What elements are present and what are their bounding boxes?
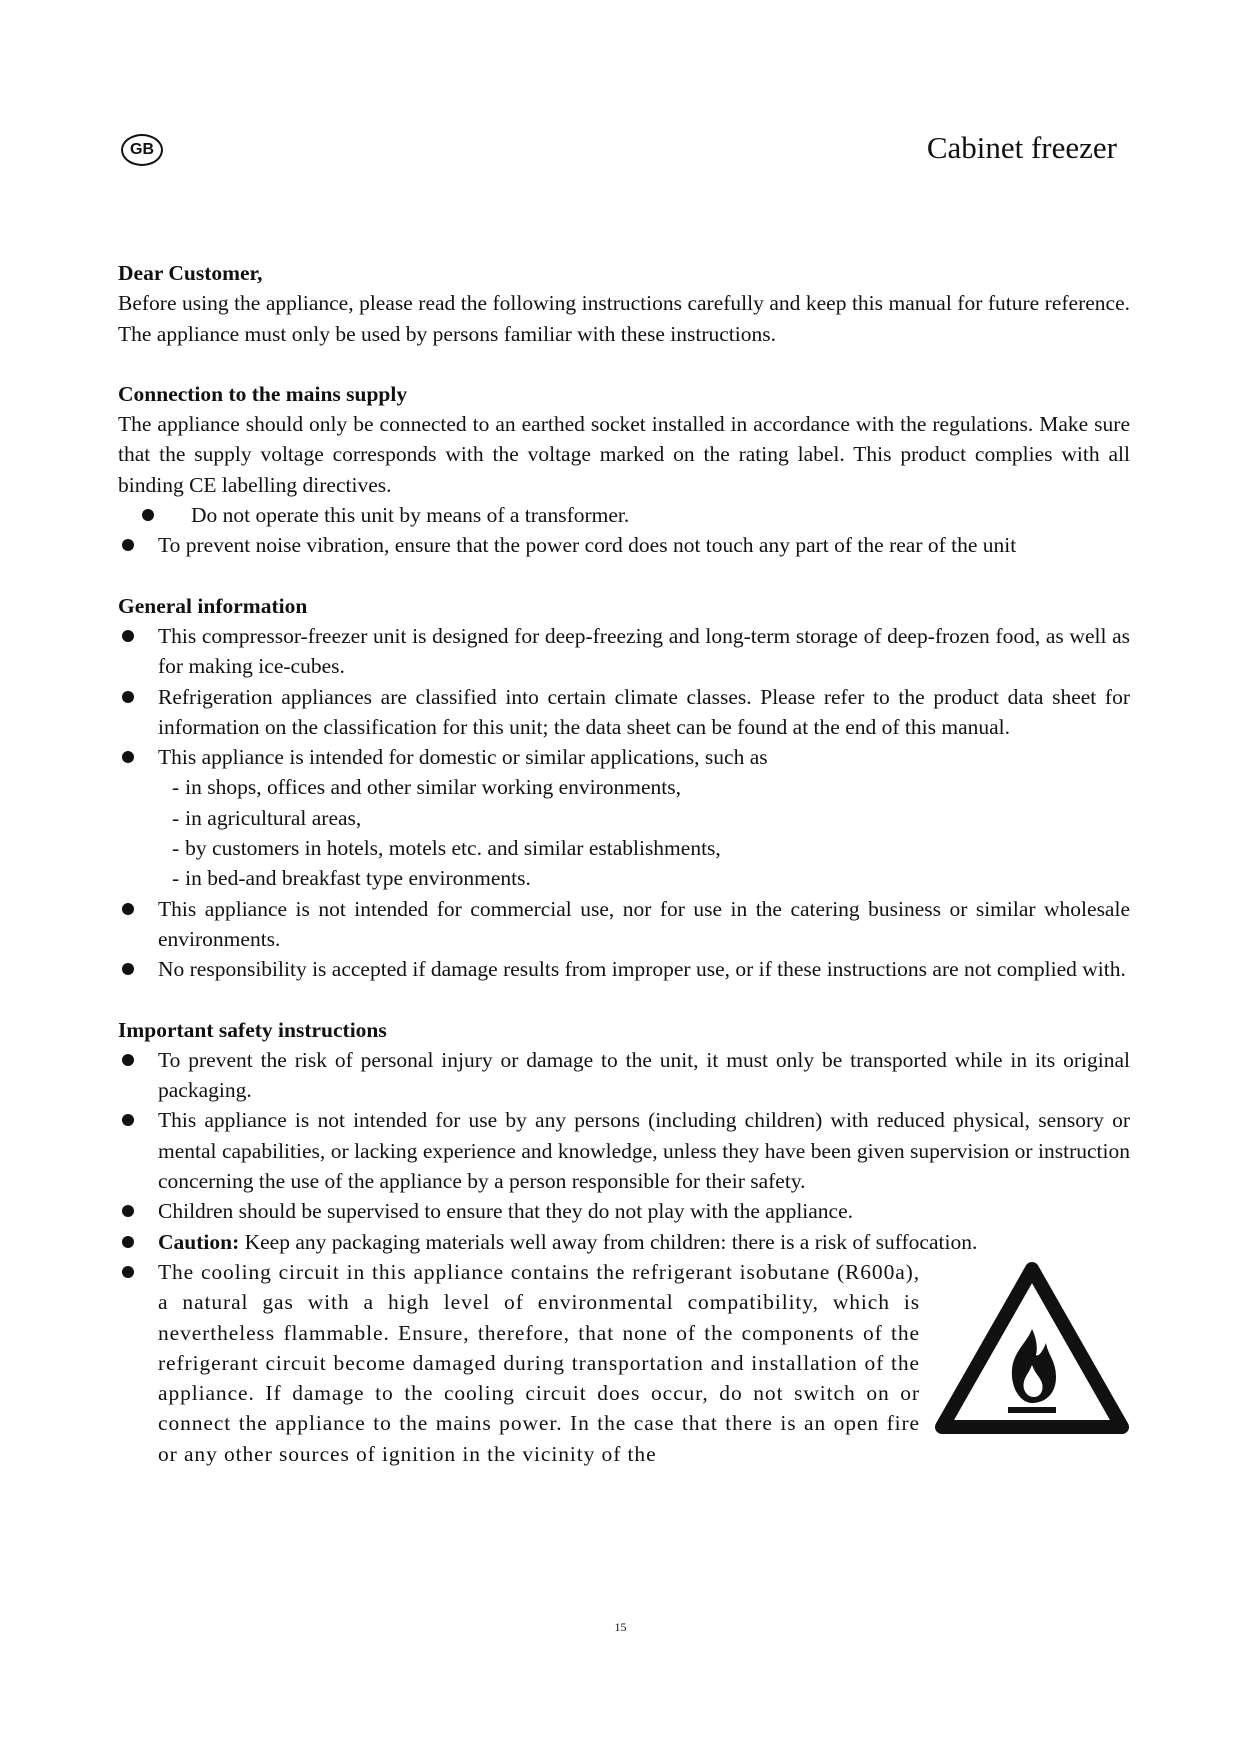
- bullet-text: To prevent the risk of personal injury or damage to the unit, it must only be transported while in its original packaging.: [158, 1047, 1130, 1103]
- connection-bullets: [118, 500, 1130, 561]
- bullet-dot-icon: [122, 751, 134, 763]
- bullet-text: Children should be supervised to ensure that they do not play with the appliance.: [158, 1199, 854, 1224]
- list-item: [118, 1257, 1130, 1469]
- list-item: [118, 1227, 1130, 1257]
- sub-list-item: - in bed-and breakfast type environments.: [172, 866, 531, 891]
- list-item: [118, 954, 1130, 984]
- bullet-text: Refrigeration appliances are classified into certain climate classes. Please refer to the product data sheet for information on the classification for this unit; the data sheet can be found at the end of this manual.: [158, 684, 1130, 739]
- bullet-text: To prevent noise vibration, ensure that the power cord does not touch any part of the rear of the unit: [158, 533, 1017, 558]
- bullet-text: This compressor-freezer unit is designed for deep-freezing and long-term storage of deep-frozen food, as well as for making ice-cubes.: [158, 623, 1130, 679]
- list-item: [118, 1045, 1130, 1106]
- bullet-dot-icon: [122, 1054, 134, 1066]
- bullet-dot-icon: [142, 509, 154, 521]
- bullet-text: The cooling circuit in this appliance contains the refrigerant isobutane (R600a), a natural gas with a high level of environmental compatibility, which is nevertheless flammable. Ensure, therefore, that none of the components of the refrigerant circuit become damaged during transportation and installation of the appliance. If damage to the cooling circuit does occur, do not switch on or connect the appliance to the mains power. In the case that there is an open fire or any other sources of ignition in the vicinity of the: [158, 1259, 920, 1466]
- bullet-dot-icon: [122, 1114, 134, 1126]
- general-heading: General information: [118, 593, 308, 618]
- bullet-text: Do not operate this unit by means of a transformer.: [191, 503, 630, 528]
- sub-list-item: - in shops, offices and other similar working environments,: [172, 775, 681, 800]
- bullet-dot-icon: [122, 539, 134, 551]
- list-item: [118, 894, 1130, 955]
- list-item: [118, 1105, 1130, 1196]
- connection-heading: Connection to the mains supply: [118, 381, 408, 406]
- intro-heading: Dear Customer,: [118, 261, 263, 285]
- sub-list-item: - by customers in hotels, motels etc. and similar establishments,: [172, 836, 721, 861]
- bullet-dot-icon: [122, 691, 134, 703]
- sub-list-item: - in agricultural areas,: [172, 805, 362, 830]
- bullet-dot-icon: [122, 1236, 134, 1248]
- bullet-text: This appliance is intended for domestic or similar applications, such as: [158, 745, 768, 770]
- sub-item-text: in bed-and breakfast type environments.: [185, 866, 531, 891]
- application-sublist: [158, 772, 1130, 893]
- connection-text: The appliance should only be connected to an earthed socket installed in accordance with the regulations. Make sure that the supply voltage corresponds with the voltage marked on the rating label. This product complies with all binding CE labelling directives.: [118, 412, 1130, 497]
- sub-item-text: in shops, offices and other similar working environments,: [185, 775, 681, 800]
- list-item: [118, 500, 1130, 530]
- list-item: [118, 742, 1130, 893]
- general-bullets: [118, 621, 1130, 985]
- list-item: [118, 621, 1130, 682]
- list-item: [118, 682, 1130, 743]
- bullet-text: This appliance is not intended for use by any persons (including children) with reduced physical, sensory or mental capabilities, or lacking experience and knowledge, unless they have been given supervision or instruction concerning the use of the appliance by a person responsible for their safety.: [158, 1108, 1130, 1194]
- caution-text: Keep any packaging materials well away from children: there is a risk of suffocation.: [244, 1229, 978, 1254]
- list-item: [118, 1196, 1130, 1226]
- country-badge: GB: [121, 134, 163, 166]
- bullet-text: No responsibility is accepted if damage results from improper use, or if these instructions are not complied with.: [158, 957, 1126, 982]
- flammable-warning-icon: [934, 1261, 1130, 1437]
- sub-item-text: by customers in hotels, motels etc. and similar establishments,: [185, 836, 721, 861]
- bullet-dot-icon: [122, 1266, 134, 1278]
- safety-bullets: [118, 1045, 1130, 1469]
- page-number: 15: [614, 1620, 627, 1634]
- bullet-dot-icon: [122, 1205, 134, 1217]
- bullet-text: This appliance is not intended for commercial use, nor for use in the catering business or similar wholesale environments.: [158, 896, 1130, 951]
- page-title: Cabinet freezer: [926, 130, 1117, 165]
- list-item: [118, 530, 1130, 560]
- caution-label: Caution:: [158, 1229, 240, 1254]
- bullet-dot-icon: [122, 630, 134, 642]
- page-content: [118, 258, 1130, 1469]
- bullet-dot-icon: [122, 963, 134, 975]
- safety-heading: Important safety instructions: [118, 1017, 387, 1042]
- bullet-dot-icon: [122, 903, 134, 915]
- sub-item-text: in agricultural areas,: [185, 805, 362, 830]
- intro-text: Before using the appliance, please read the following instructions carefully and keep this manual for future reference. The appliance must only be used by persons familiar with these instructions.: [118, 291, 1130, 346]
